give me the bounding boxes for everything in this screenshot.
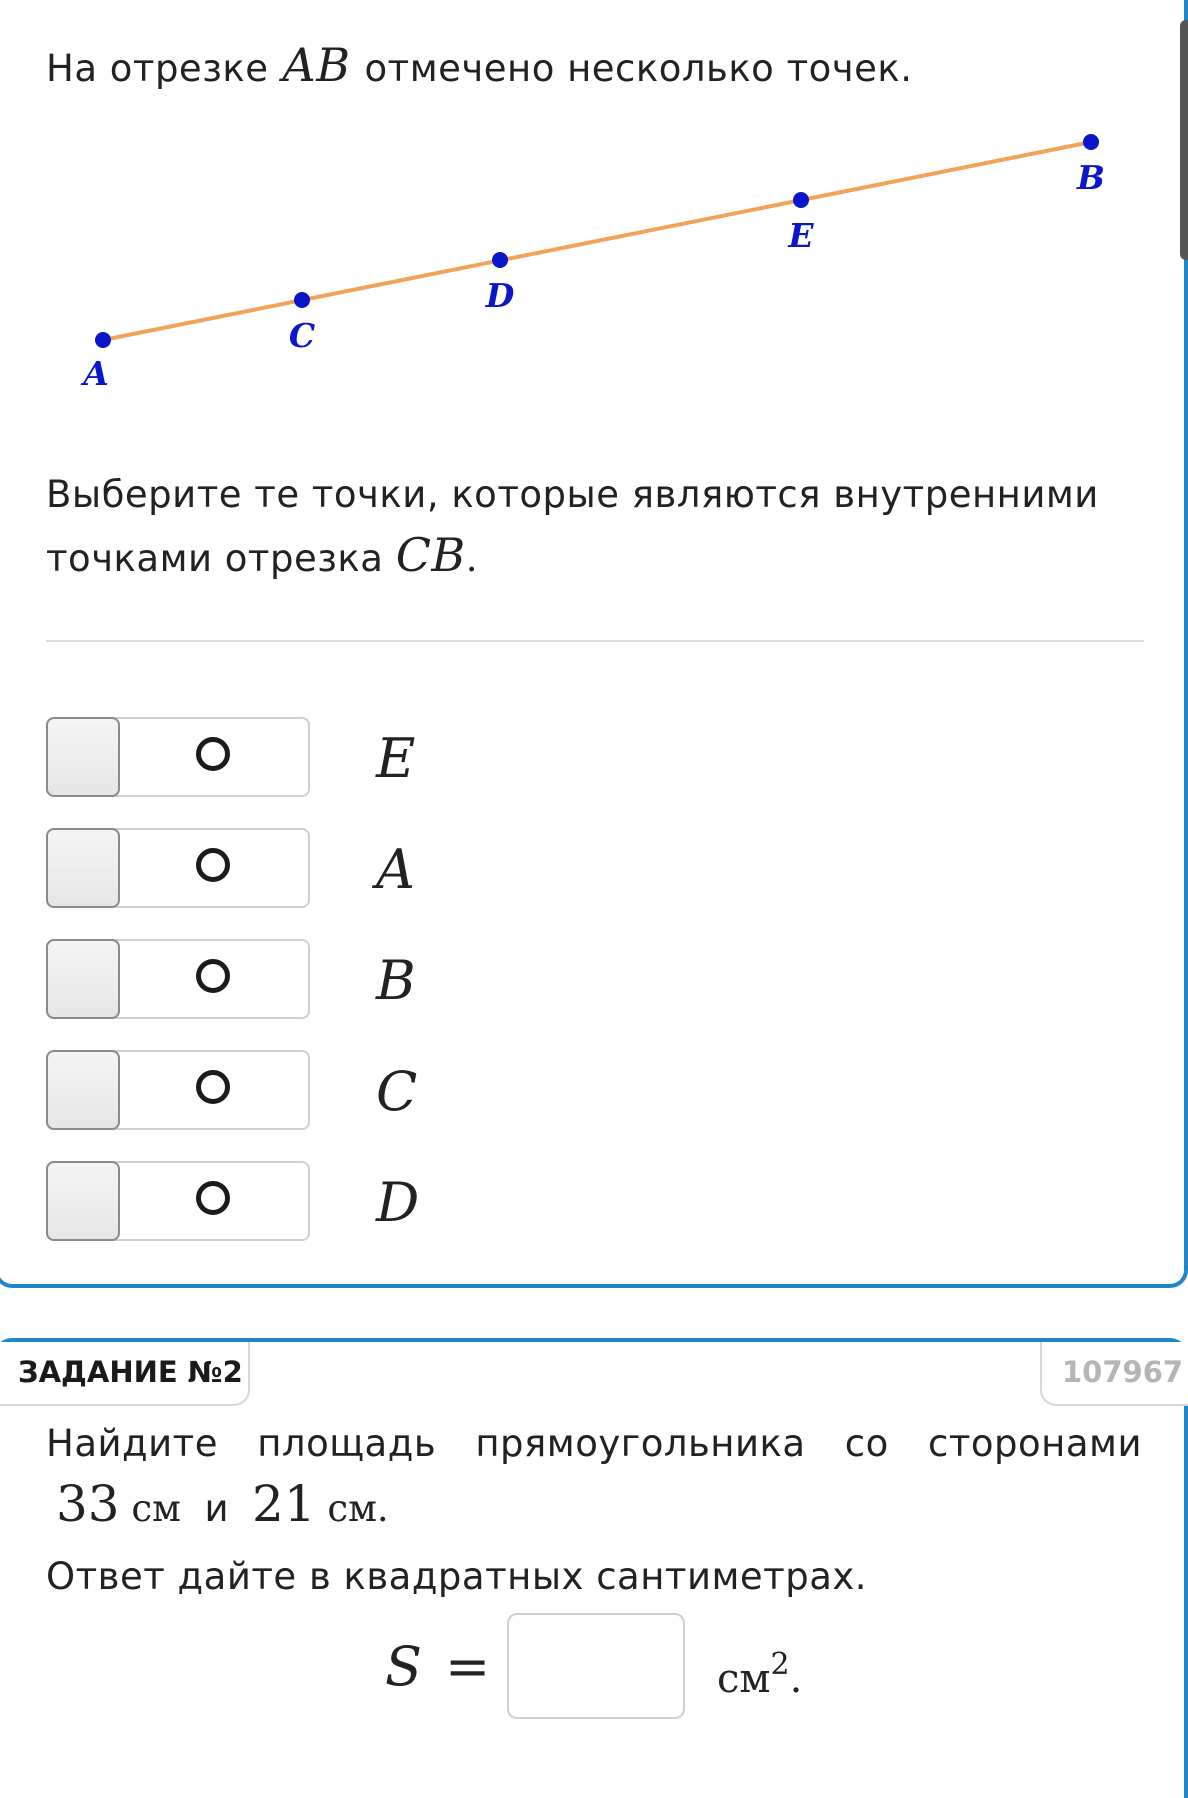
option-row-a[interactable] xyxy=(46,828,415,908)
radio-circle-icon[interactable] xyxy=(196,959,230,993)
radio-circle-icon[interactable] xyxy=(196,737,230,771)
task2-hint: Ответ дайте в квадратных сантиметрах. xyxy=(46,1555,868,1598)
option-label: C xyxy=(376,1060,418,1123)
option-row-d[interactable] xyxy=(46,1161,420,1241)
option-label: A xyxy=(376,838,415,901)
task1-instruction: Выберите те точки, которые являются внутренними точками отрезка CB. xyxy=(46,473,1099,582)
option-label: D xyxy=(376,1171,420,1234)
segment-diagram xyxy=(0,110,1188,400)
task2-tab: ЗАДАНИЕ №2 xyxy=(0,1342,250,1406)
option-label: E xyxy=(376,727,416,790)
segment-line xyxy=(103,142,1091,340)
checkbox-icon[interactable] xyxy=(46,828,120,908)
point-label-b: B xyxy=(1077,158,1105,197)
checkbox-icon[interactable] xyxy=(46,939,120,1019)
option-row-c[interactable] xyxy=(46,1050,418,1130)
segment-cb: CB xyxy=(395,528,466,582)
answer-input[interactable] xyxy=(507,1613,685,1719)
option-row-e[interactable] xyxy=(46,717,416,797)
point-c xyxy=(294,292,310,308)
radio-circle-icon[interactable] xyxy=(196,848,230,882)
checkbox-icon[interactable] xyxy=(46,1050,120,1130)
checkbox-icon[interactable] xyxy=(46,1161,120,1241)
checkbox-icon[interactable] xyxy=(46,717,120,797)
point-label-e: E xyxy=(788,216,814,255)
option-label: B xyxy=(376,949,416,1012)
formula-unit: $см^2$. xyxy=(717,1647,803,1702)
point-label-c: C xyxy=(288,316,316,355)
point-label-a: A xyxy=(83,354,109,393)
point-e xyxy=(793,192,809,208)
formula-var: S xyxy=(385,1635,422,1698)
divider xyxy=(46,640,1144,642)
formula-eq: = xyxy=(445,1635,491,1698)
radio-circle-icon[interactable] xyxy=(196,1070,230,1104)
task2-sides: 33 см и 21 см. xyxy=(56,1475,389,1533)
point-b xyxy=(1083,134,1099,150)
task2-id: 107967 xyxy=(1040,1342,1188,1406)
point-a xyxy=(95,332,111,348)
point-label-d: D xyxy=(485,276,515,315)
task1-question: На отрезке AB отмечено несколько точек. xyxy=(46,38,913,92)
point-d xyxy=(492,252,508,268)
option-row-b[interactable] xyxy=(46,939,416,1019)
task2-question: Найдите площадь прямоугольника со сторонами xyxy=(46,1422,1142,1465)
segment-ab: AB xyxy=(282,38,351,92)
radio-circle-icon[interactable] xyxy=(196,1181,230,1215)
